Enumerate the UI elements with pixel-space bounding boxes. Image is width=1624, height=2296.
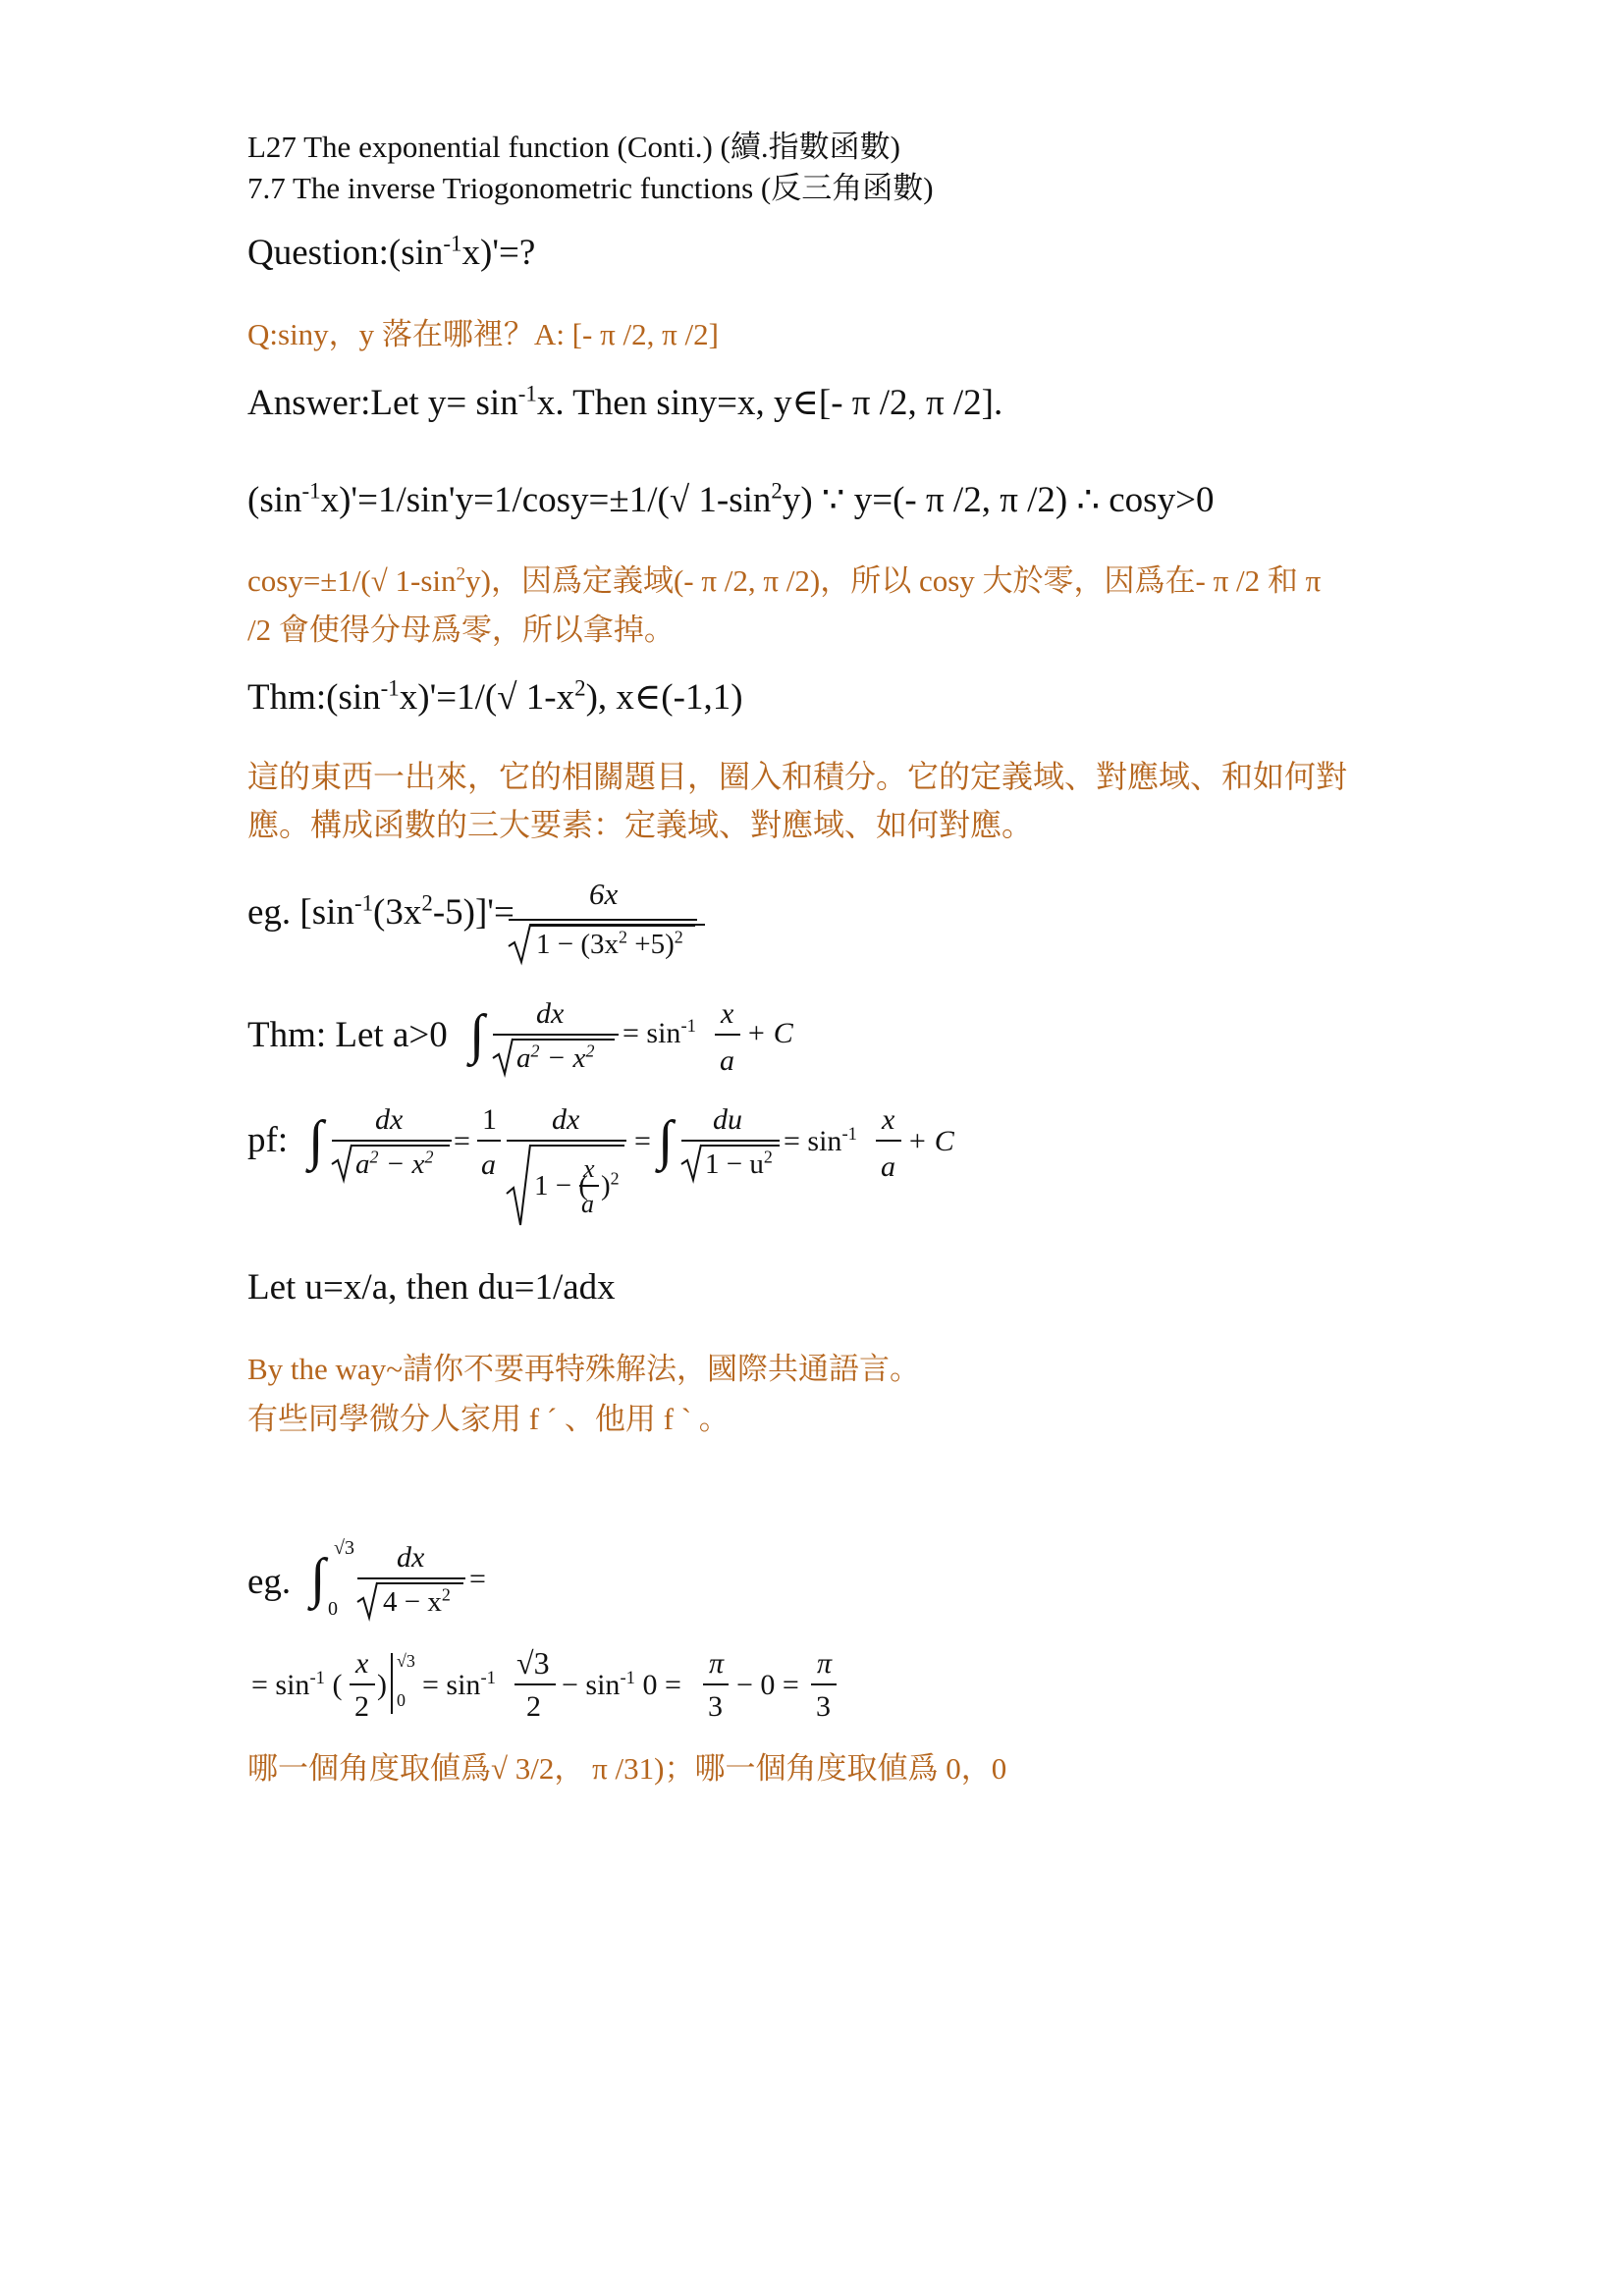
function-elements-note-1: 這的東西一出來，它的相關題目，圈入和積分。它的定義域、對應域、和如何對 — [247, 759, 1348, 794]
radical-bar — [513, 1039, 615, 1041]
superscript: 2 — [763, 1147, 773, 1167]
fraction-bar — [357, 1577, 465, 1579]
cos-note-line-1 — [247, 556, 1321, 600]
superscript: 2 — [421, 890, 433, 916]
superscript: -1 — [480, 1668, 496, 1688]
numerator-dx: dx — [375, 1103, 404, 1136]
superscript: 2 — [585, 1041, 595, 1061]
denominator-a2-x2 — [516, 1042, 594, 1075]
term: 4 − x — [383, 1586, 442, 1618]
superscript: 2 — [610, 1168, 620, 1189]
denominator-a: a — [720, 1044, 734, 1077]
superscript: -1 — [353, 890, 374, 916]
term: = sin — [623, 1017, 681, 1049]
numerator-x: x — [882, 1103, 895, 1136]
equals-sign: = — [454, 1125, 470, 1157]
numerator-pi: π — [817, 1647, 833, 1680]
example-part: (3x — [373, 892, 422, 933]
denominator-a: a — [881, 1150, 895, 1183]
derivative-part: x)'=1/sin'y=1/cosy=±1/(√ 1-sin — [320, 480, 772, 520]
superscript: 2 — [369, 1147, 379, 1167]
by-the-way-note-1: By the way~請你不要再特殊解法，國際共通語言。 — [247, 1352, 920, 1386]
denominator-three: 3 — [708, 1690, 723, 1723]
answer-text: Answer:Let y= sin — [247, 383, 518, 423]
cos-note-line-2: /2 會使得分母爲零，所以拿掉。 — [247, 613, 675, 647]
superscript: 2 — [530, 1041, 540, 1061]
radical-sign — [507, 1145, 532, 1227]
term: = sin — [784, 1125, 842, 1157]
fraction-bar — [514, 1683, 556, 1685]
term: − x — [378, 1148, 425, 1180]
superscript: -1 — [680, 1016, 696, 1037]
question-note: Q:siny，y 落在哪裡？A: [- π /2, π /2] — [247, 317, 719, 351]
minus-zero-equals: − 0 = — [736, 1669, 799, 1701]
lower-limit: 0 — [328, 1598, 338, 1620]
fraction-bar — [811, 1683, 837, 1685]
fraction-bar — [681, 1140, 780, 1142]
integral-sign: ∫ — [658, 1110, 674, 1171]
integral-sign: ∫ — [310, 1548, 326, 1609]
derivative-line — [247, 478, 1214, 521]
numerator-dx: dx — [552, 1103, 580, 1136]
numerator-sqrt3: √3 — [516, 1645, 550, 1681]
proof-label: pf: — [247, 1120, 289, 1160]
fraction-bar — [579, 1185, 599, 1187]
denominator-1-u2 — [705, 1148, 773, 1181]
derivative-part: y) ∵ y=(- π /2, π /2) ∴ cosy>0 — [782, 480, 1215, 520]
upper-limit: √3 — [334, 1537, 354, 1559]
lecture-title: L27 The exponential function (Conti.) (續.指數函數) — [247, 130, 900, 164]
radical-bar — [352, 1145, 450, 1147]
theorem-derivative — [247, 675, 743, 719]
upper-limit: √3 — [397, 1651, 415, 1671]
theorem-part: Thm:(sin — [247, 677, 381, 718]
question-tail: x)'=? — [461, 233, 536, 273]
superscript: -1 — [443, 231, 462, 256]
denominator-part: +5) — [627, 929, 675, 960]
minus-arcsin — [562, 1669, 681, 1702]
denominator-a: a — [481, 1148, 496, 1181]
angle-value-note: 哪一個角度取値爲√ 3/2， π /31)；哪一個角度取値爲 0，0 — [247, 1751, 1007, 1786]
paren-squared — [601, 1170, 620, 1202]
superscript: 2 — [574, 675, 586, 701]
numerator-x: x — [583, 1154, 595, 1183]
superscript: 2 — [771, 478, 783, 504]
numerator-x: x — [355, 1647, 369, 1680]
numerator-du: du — [713, 1103, 742, 1136]
term: a — [355, 1148, 370, 1180]
numerator-dx: dx — [397, 1541, 425, 1574]
radical-bar — [530, 925, 695, 927]
fraction-bar — [715, 1034, 740, 1036]
example-part: -5)]'= — [432, 892, 514, 933]
fraction-bar — [493, 1034, 619, 1036]
numerator-one: 1 — [482, 1103, 497, 1136]
derivative-part: (sin — [247, 480, 302, 520]
radical-sign — [681, 1145, 705, 1182]
denominator-4-x2 — [383, 1586, 451, 1619]
fraction-bar — [703, 1683, 729, 1685]
equals-sign: = — [469, 1563, 486, 1595]
question-text: Question:(sin — [247, 233, 444, 273]
lower-limit: 0 — [397, 1690, 406, 1710]
superscript: -1 — [301, 478, 321, 504]
close-paren: ) — [377, 1669, 387, 1701]
term: 0 = — [634, 1669, 681, 1701]
radical-sign — [493, 1039, 516, 1076]
denominator-two: 2 — [526, 1690, 541, 1723]
answer-line — [247, 381, 1002, 424]
section-title: 7.7 The inverse Triogonometric functions (反三角函數) — [247, 171, 934, 205]
integral-sign: ∫ — [308, 1110, 324, 1171]
term: 1 − u — [705, 1148, 764, 1180]
superscript: -1 — [309, 1668, 325, 1688]
equals-arcsin — [784, 1125, 857, 1158]
answer-tail: x. Then siny=x, y∈[- π /2, π /2]. — [536, 383, 1003, 423]
superscript: 2 — [441, 1584, 451, 1605]
superscript: -1 — [620, 1668, 635, 1688]
example-2-label: eg. — [247, 1562, 292, 1602]
radical-bar — [530, 1145, 624, 1147]
denominator-a: a — [581, 1190, 594, 1218]
term: = sin — [422, 1669, 481, 1701]
fraction-bar — [509, 919, 697, 921]
note-part: cosy=±1/(√ 1-sin — [247, 563, 457, 598]
superscript: -1 — [841, 1124, 857, 1145]
evaluation-bar — [391, 1653, 393, 1714]
superscript: -1 — [380, 675, 400, 701]
equals-arcsin — [422, 1669, 496, 1702]
numerator-x: x — [721, 997, 734, 1030]
question-line — [247, 232, 535, 274]
fraction-bar — [507, 1140, 626, 1142]
denominator-three: 3 — [816, 1690, 831, 1723]
theorem-part: x)'=1/(√ 1-x — [399, 677, 575, 718]
note-part: y)，因爲定義域(- π /2, π /2)，所以 cosy 大於零，因爲在- π /2 和 π — [465, 563, 1322, 598]
fraction-bar — [477, 1140, 501, 1142]
term: ) — [601, 1170, 611, 1201]
example-part: eg. [sin — [247, 892, 354, 933]
one-minus-paren: 1 − ( — [534, 1170, 589, 1201]
example-1 — [247, 891, 514, 934]
superscript: 2 — [424, 1147, 434, 1167]
fraction-bar — [876, 1140, 901, 1142]
denominator-part: 1 − (3x — [536, 929, 620, 960]
term: a — [516, 1042, 531, 1074]
numerator-pi: π — [709, 1647, 725, 1680]
term: − sin — [562, 1669, 621, 1701]
eg1-denominator — [536, 929, 683, 961]
theorem-part: ), x∈(-1,1) — [585, 677, 743, 718]
fraction-bar — [332, 1140, 452, 1142]
integral-sign: ∫ — [469, 1004, 485, 1065]
equals-sign: = — [634, 1125, 651, 1157]
plus-constant: + C — [907, 1125, 954, 1157]
numerator-dx: dx — [536, 997, 565, 1030]
eg1-numerator: 6x — [589, 877, 619, 911]
result-arcsin: = $\sin^{-1}$ ( — [251, 1668, 343, 1701]
function-elements-note-2: 應。構成函數的三大要素：定義域、對應域、如何對應。 — [247, 807, 1034, 842]
denominator-two: 2 — [354, 1690, 369, 1723]
superscript: 2 — [619, 927, 627, 947]
by-the-way-note-2: 有些同學微分人家用 f ´ 、他用 f ` 。 — [247, 1402, 730, 1436]
substitution-line: Let u=x/a, then du=1/adx — [247, 1267, 616, 1308]
radical-sign — [509, 925, 532, 964]
term: = sin — [251, 1669, 310, 1701]
superscript: 2 — [456, 563, 466, 585]
plus-constant: + C — [746, 1017, 793, 1049]
superscript: 2 — [674, 927, 683, 947]
fraction-bar — [350, 1683, 375, 1685]
equals-arcsin — [623, 1017, 696, 1050]
superscript: -1 — [517, 381, 537, 406]
term: − x — [539, 1042, 586, 1074]
denominator-a2-x2 — [355, 1148, 433, 1181]
radical-sign — [332, 1145, 355, 1182]
radical-sign — [357, 1582, 381, 1620]
theorem-integral: Thm: Let a>0 — [247, 1015, 448, 1055]
